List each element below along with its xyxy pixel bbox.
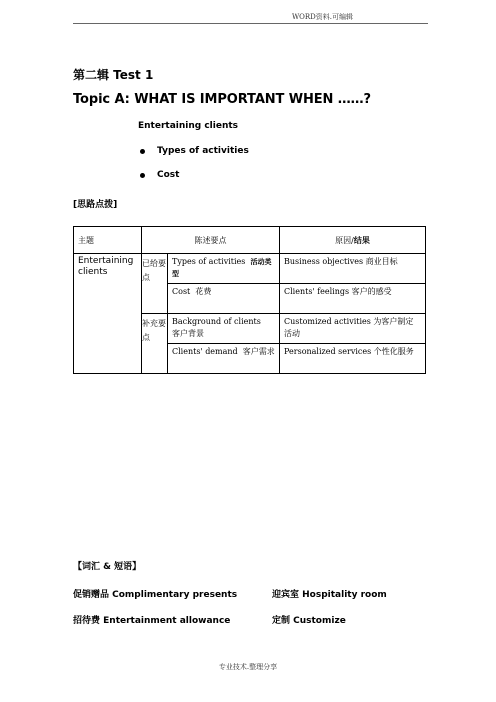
vocab-heading: 【词汇 & 短语】 <box>73 562 142 572</box>
list-item-label: Types of activities <box>157 146 249 156</box>
page-title: 第二辑 Test 1 <box>73 68 154 82</box>
result-cell: Customized activities 为客户制定活动 <box>280 314 426 344</box>
table-row <box>74 254 426 284</box>
table-header-row <box>74 227 426 254</box>
header-result-prefix: 原因/ <box>335 235 354 245</box>
point-en: Background of clients <box>172 317 261 326</box>
bullet-icon <box>140 173 145 178</box>
group-label-given: 已给要点 <box>142 254 168 314</box>
header-note: WORD资料.可编辑 <box>291 13 353 21</box>
list-item-label: Cost <box>157 170 180 180</box>
list-item <box>140 145 249 169</box>
list-item <box>140 169 249 193</box>
vocab-row <box>73 587 387 600</box>
header-rule <box>73 23 428 24</box>
vocab-right: 定制 Customize <box>272 616 346 626</box>
point-en: Clients' demand <box>172 347 238 356</box>
result-cell: Clients' feelings 客户的感受 <box>280 284 426 314</box>
group-label-extra: 补充要点 <box>142 314 168 374</box>
footer-note: 专业技术.整理分享 <box>218 663 278 671</box>
vocab-left: 促销赠品 Complimentary presents <box>73 590 238 600</box>
point-cn: 花费 <box>195 287 212 296</box>
vocab-right: 迎宾室 Hospitality room <box>272 590 387 600</box>
point-cell <box>168 284 280 314</box>
result-cell: Personalized services 个性化服务 <box>280 344 426 374</box>
result-cell: Business objectives 商业目标 <box>280 254 426 284</box>
point-cn: 客户背景 <box>172 329 204 338</box>
point-cell <box>168 254 280 284</box>
vocab-row <box>73 613 346 626</box>
header-topic: 主题 <box>74 227 142 254</box>
subheading: Entertaining clients <box>138 121 239 131</box>
bullet-list <box>140 145 249 193</box>
topic-heading: Topic A: WHAT IS IMPORTANT WHEN ……? <box>73 92 372 107</box>
point-cn: 活动类型 <box>172 258 272 278</box>
point-en: Cost <box>172 287 191 296</box>
header-result <box>280 227 426 254</box>
header-points: 陈述要点 <box>142 227 280 254</box>
point-cn: 客户需求 <box>242 347 275 356</box>
topic-cell: Entertaining clients <box>74 254 142 374</box>
point-cell <box>168 314 280 344</box>
outline-table <box>73 226 426 374</box>
bullet-icon <box>140 149 145 154</box>
point-cell <box>168 344 280 374</box>
tips-label: [思路点拨] <box>73 200 118 210</box>
header-result-bold: 结果 <box>353 235 370 245</box>
point-en: Types of activities <box>172 257 246 266</box>
vocab-left: 招待费 Entertainment allowance <box>73 616 231 626</box>
